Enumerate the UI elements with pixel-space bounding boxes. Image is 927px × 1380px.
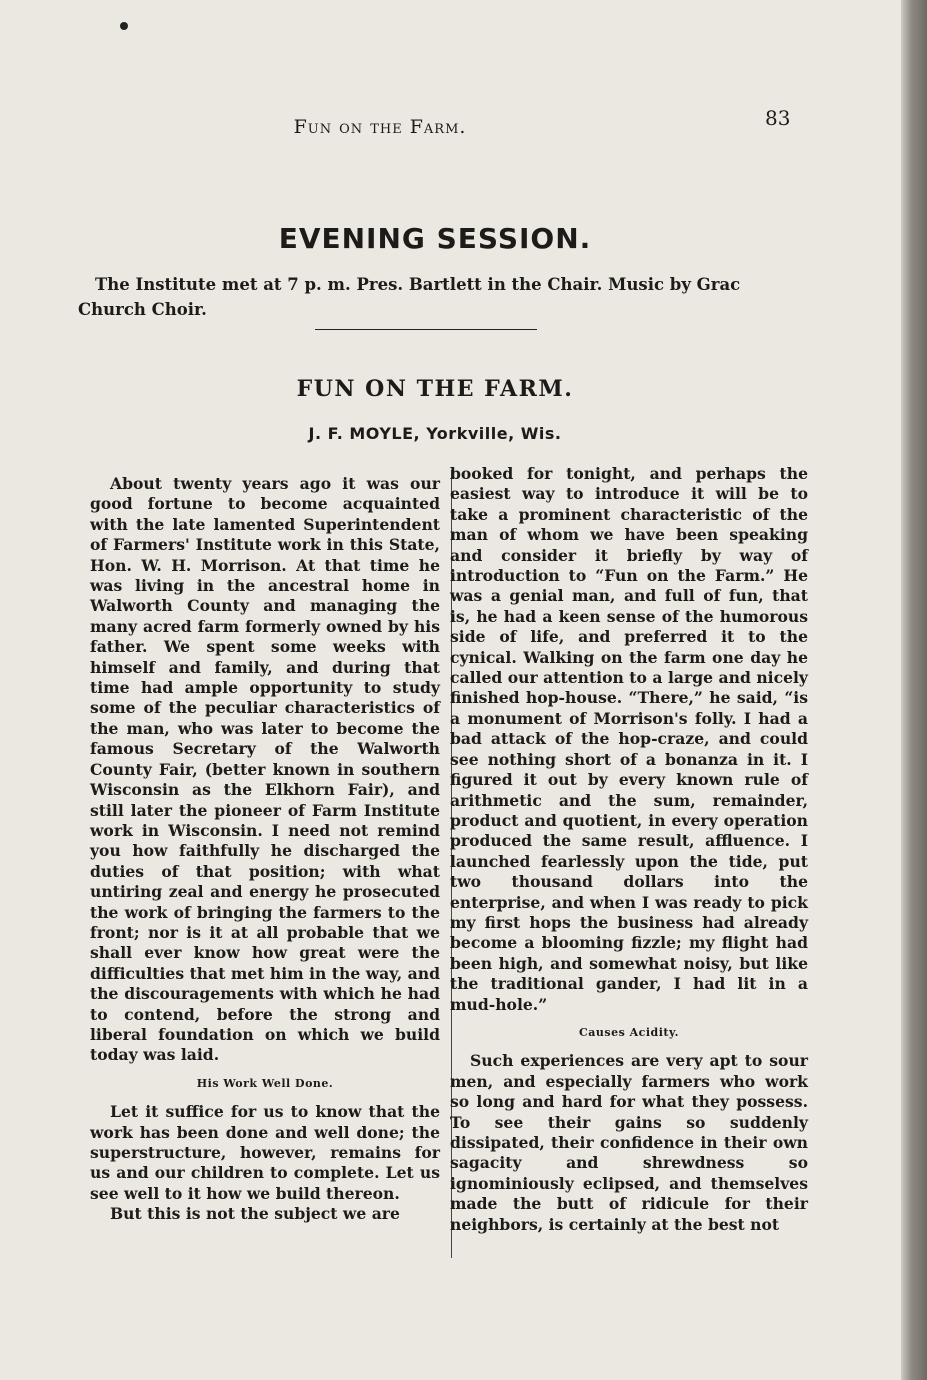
session-note [78, 272, 808, 322]
left-paragraph-2: Let it suffice for us to know that the work has been done and well done; the superstructure, however, remains for us and our children to complete. Let us see well to it how we build thereon. [90, 1102, 440, 1203]
right-subhead: Causes Acidity. [579, 1025, 679, 1039]
article-author: J. F. MOYLE, Yorkville, Wis. [308, 424, 562, 443]
session-title: EVENING SESSION. [278, 222, 592, 255]
section-rule [315, 329, 537, 330]
session-note-line2: Church Choir. [78, 300, 207, 319]
right-paragraph-2: Such experiences are very apt to sour men, and especially farmers who work so long and hard for what they possess. To see their gains so suddenly dissipated, their confidence in their own sagacity and shrewdness so ignominiously eclipsed, and themselves made the butt of ridicule for their neighbors, is certainly at the best not [450, 1051, 808, 1234]
page-edge [901, 0, 927, 1380]
ink-spot [120, 22, 128, 30]
right-column [450, 464, 808, 1235]
page-number: 83 [765, 106, 791, 130]
left-paragraph-1: About twenty years ago it was our good fortune to become acquainted with the late lamented Superintendent of Farmers' Institute work in this State, Hon. W. H. Morrison. At that time he was living in the ancestral home in Walworth County and managing the many acred farm formerly owned by his father. We spent some weeks with himself and family, and during that time had ample opportunity to study some of the peculiar characteristics of the man, who was later to become the famous Secretary of the Walworth County Fair, (better known in southern Wisconsin as the Elkhorn Fair), and still later the pioneer of Farm Institute work in Wisconsin. I need not remind you how faithfully he discharged the duties of that position; with what untiring zeal and energy he prosecuted the work of bringing the farmers to the front; nor is it at all probable that we shall ever know how great were the difficulties that met him in the way, and the discouragements with which he had to contend, before the strong and liberal foundation on which we build today was laid. [90, 474, 440, 1065]
session-note-line1: The Institute met at 7 p. m. Pres. Bartlett in the Chair. Music by Grac [95, 275, 741, 294]
right-paragraph-1: booked for tonight, and perhaps the easiest way to introduce it will be to take a prominent characteristic of the man of whom we have been speaking and consider it briefly by way of introduction to “Fun on the Farm.” He was a genial man, and full of fun, that is, he had a keen sense of the humorous side of life, and preferred it to the cynical. Walking on the farm one day he called our attention to a large and nicely finished hop-house. “There,” he said, “is a monument of Morrison's folly. I had a bad attack of the hop-craze, and could see nothing short of a bonanza in it. I figured it out by every known rule of arithmetic and the sum, remainder, product and quotient, in every operation produced the same result, affluence. I launched fearlessly upon the tide, put two thousand dollars into the enterprise, and when I was ready to pick my first hops the business had already become a blooming fizzle; my flight had been high, and somewhat noisy, but like the traditional gander, I had lit in a mud-hole.” [450, 464, 808, 1014]
article-title: FUN ON THE FARM. [296, 376, 574, 402]
left-paragraph-3: But this is not the subject we are [110, 1204, 400, 1224]
running-head: Fun on the Farm. [293, 116, 467, 138]
left-column [90, 474, 440, 1225]
left-subhead: His Work Well Done. [196, 1076, 334, 1090]
